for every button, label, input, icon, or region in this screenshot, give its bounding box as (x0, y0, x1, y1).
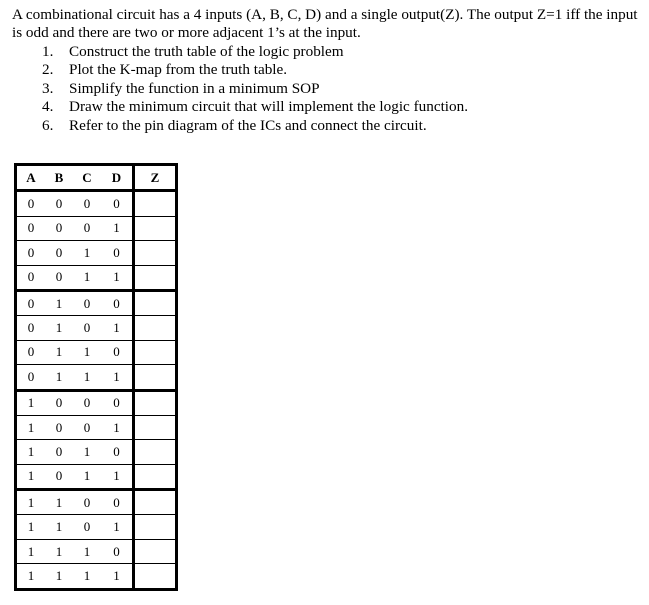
cell-c: 1 (73, 241, 101, 265)
cell-z[interactable] (134, 539, 177, 563)
cell-b: 0 (45, 390, 73, 415)
cell-z[interactable] (134, 564, 177, 589)
cell-z[interactable] (134, 490, 177, 515)
cell-b: 0 (45, 216, 73, 240)
cell-b: 1 (45, 365, 73, 390)
cell-a: 1 (16, 539, 46, 563)
cell-z[interactable] (134, 290, 177, 315)
task-item (42, 80, 468, 98)
truth-table (14, 163, 178, 591)
task-item (42, 98, 468, 116)
cell-d: 1 (101, 515, 134, 539)
header-a: A (16, 165, 46, 191)
task-item (42, 61, 468, 79)
table-row (16, 464, 177, 489)
cell-d: 1 (101, 464, 134, 489)
cell-c: 0 (73, 415, 101, 439)
truth-table-header-row (16, 165, 177, 191)
cell-b: 1 (45, 490, 73, 515)
cell-d: 1 (101, 316, 134, 340)
header-c: C (73, 165, 101, 191)
cell-d: 1 (101, 415, 134, 439)
table-row (16, 390, 177, 415)
cell-a: 0 (16, 316, 46, 340)
task-number: 2. (42, 61, 54, 79)
cell-b: 0 (45, 415, 73, 439)
task-item (42, 43, 468, 61)
cell-c: 1 (73, 440, 101, 464)
cell-a: 1 (16, 564, 46, 589)
table-row (16, 216, 177, 240)
cell-z[interactable] (134, 515, 177, 539)
task-text: Plot the K-map from the truth table. (69, 61, 288, 79)
truth-table-body (16, 191, 177, 589)
cell-b: 0 (45, 241, 73, 265)
task-item (42, 117, 468, 135)
cell-d: 0 (101, 191, 134, 216)
cell-a: 0 (16, 340, 46, 364)
cell-z[interactable] (134, 216, 177, 240)
cell-a: 1 (16, 464, 46, 489)
table-row (16, 415, 177, 439)
table-row (16, 365, 177, 390)
cell-b: 0 (45, 265, 73, 290)
cell-z[interactable] (134, 365, 177, 390)
cell-b: 1 (45, 340, 73, 364)
task-number: 3. (42, 79, 54, 97)
task-number: 1. (42, 43, 54, 60)
cell-c: 1 (73, 340, 101, 364)
table-row (16, 241, 177, 265)
cell-d: 0 (101, 290, 134, 315)
cell-b: 0 (45, 191, 73, 216)
cell-d: 0 (101, 241, 134, 265)
cell-b: 0 (45, 464, 73, 489)
cell-z[interactable] (134, 390, 177, 415)
cell-a: 1 (16, 490, 46, 515)
task-number: 6. (42, 116, 54, 134)
cell-a: 0 (16, 241, 46, 265)
cell-a: 0 (16, 216, 46, 240)
cell-c: 0 (73, 216, 101, 240)
table-row (16, 316, 177, 340)
cell-d: 0 (101, 490, 134, 515)
cell-d: 1 (101, 365, 134, 390)
table-row (16, 490, 177, 515)
cell-z[interactable] (134, 440, 177, 464)
task-list (42, 43, 468, 135)
cell-a: 0 (16, 191, 46, 216)
cell-b: 1 (45, 515, 73, 539)
table-row (16, 265, 177, 290)
cell-c: 1 (73, 539, 101, 563)
cell-a: 0 (16, 365, 46, 390)
cell-a: 0 (16, 290, 46, 315)
problem-statement: A combinational circuit has a 4 inputs (A, B, C, D) and a single output(Z). The output Z=1 iff the input is odd and there are two or more adjacent 1’s at the input. (12, 6, 638, 41)
table-row (16, 191, 177, 216)
table-row (16, 515, 177, 539)
cell-d: 0 (101, 340, 134, 364)
cell-c: 0 (73, 490, 101, 515)
cell-z[interactable] (134, 191, 177, 216)
cell-a: 0 (16, 265, 46, 290)
cell-d: 0 (101, 539, 134, 563)
cell-c: 1 (73, 564, 101, 589)
table-row (16, 340, 177, 364)
task-text: Construct the truth table of the logic problem (69, 43, 344, 60)
task-text: Draw the minimum circuit that will implement the logic function. (69, 98, 469, 116)
cell-c: 0 (73, 515, 101, 539)
cell-z[interactable] (134, 464, 177, 489)
cell-b: 1 (45, 290, 73, 315)
task-text: Simplify the function in a minimum SOP (69, 79, 320, 97)
cell-c: 1 (73, 464, 101, 489)
cell-c: 0 (73, 290, 101, 315)
cell-d: 0 (101, 390, 134, 415)
cell-d: 0 (101, 440, 134, 464)
cell-a: 1 (16, 515, 46, 539)
task-text: Refer to the pin diagram of the ICs and connect the circuit. (69, 116, 427, 134)
cell-a: 1 (16, 440, 46, 464)
table-row (16, 440, 177, 464)
cell-z[interactable] (134, 340, 177, 364)
cell-b: 0 (45, 440, 73, 464)
cell-b: 1 (45, 539, 73, 563)
header-b: B (45, 165, 73, 191)
cell-z[interactable] (134, 415, 177, 439)
cell-d: 1 (101, 265, 134, 290)
table-row (16, 539, 177, 563)
cell-c: 0 (73, 390, 101, 415)
cell-z[interactable] (134, 265, 177, 290)
cell-c: 1 (73, 265, 101, 290)
cell-z[interactable] (134, 316, 177, 340)
cell-a: 1 (16, 390, 46, 415)
cell-d: 1 (101, 564, 134, 589)
header-z: Z (134, 165, 177, 191)
header-d: D (101, 165, 134, 191)
table-row (16, 564, 177, 589)
cell-c: 0 (73, 191, 101, 216)
cell-z[interactable] (134, 241, 177, 265)
task-number: 4. (42, 98, 54, 116)
cell-b: 1 (45, 564, 73, 589)
cell-d: 1 (101, 216, 134, 240)
cell-b: 1 (45, 316, 73, 340)
cell-c: 0 (73, 316, 101, 340)
cell-a: 1 (16, 415, 46, 439)
table-row (16, 290, 177, 315)
cell-c: 1 (73, 365, 101, 390)
